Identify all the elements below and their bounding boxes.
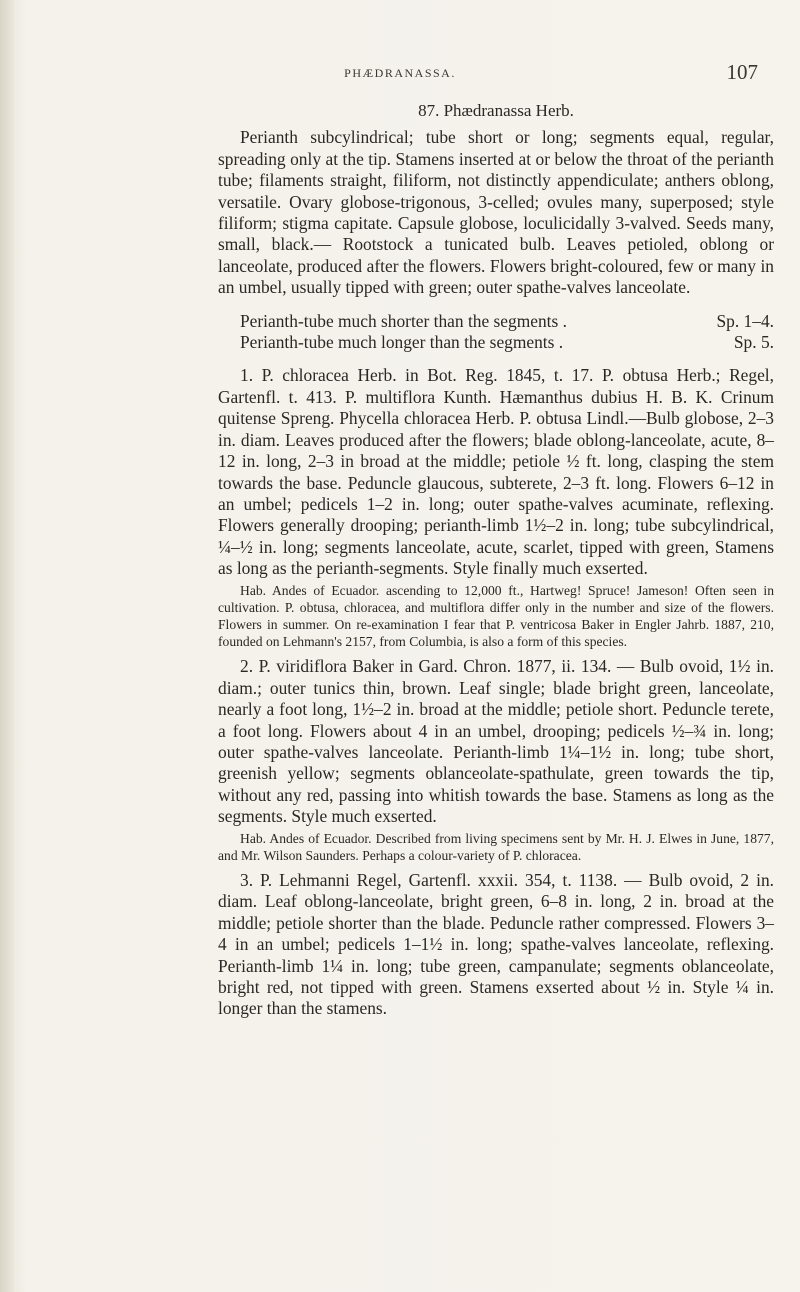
main-text [218,100,774,1020]
genus-heading: 87. Phædranassa Herb. [418,101,574,120]
key-text: Perianth-tube much longer than the segments . [240,332,564,353]
species-entry-lehmanni: 3. P. Lehmanni Regel, Gartenfl. xxxii. 354, t. 1138. — Bulb ovoid, 2 in. diam. Leaf oblong-lanceolate, bright green, 6–8 in. long, 2 in. broad at the middle; petiole shorter than the blade. Peduncle rather compressed. Flowers 3–4 in an umbel; pedicels 1–1½ in. long; spathe-valves lanceolate, reflexing. Perianth-limb 1¼ in. long; tube green, campanulate; segments oblanceolate, bright red, not tipped with green. Stamens exserted about ½ in. Style ¼ in. longer than the stamens. [218,870,774,1019]
key-row [218,311,774,332]
key-ref: Sp. 1–4. [716,310,774,331]
page-gutter [0,0,14,1292]
running-head [0,60,800,90]
genus-description: Perianth subcylindrical; tube short or long; segments equal, regular, spreading only at the tip. Stamens inserted at or below the throat of the perianth tube; filaments straight, filiform, not distinctly appendiculate; anthers oblong, versatile. Ovary globose-trigonous, 3-celled; ovules many, superposed; style filiform; stigma capitate. Capsule globose, loculicidally 3-valved. Seeds many, small, black.— Rootstock a tunicated bulb. Leaves petioled, oblong or lanceolate, produced after the flowers. Flowers bright-coloured, few or many in an umbel, usually tipped with green; outer spathe-valves lanceolate. [218,127,774,298]
page-number: 107 [726,60,758,84]
species-habitat-note: Hab. Andes of Ecuador. ascending to 12,000 ft., Hartweg! Spruce! Jameson! Often seen in cultivation. P. obtusa, chloracea, and multiflora differ only in the number and size of the flowers. Flowers in summer. On re-examination I fear that P. ventricosa Baker in Engler Jahrb. 1887, 210, founded on Lehmann's 2157, from Columbia, is also a form of this species. [218,582,774,650]
key-ref: Sp. 5. [733,332,774,353]
species-entry-chloracea: 1. P. chloracea Herb. in Bot. Reg. 1845, t. 17. P. obtusa Herb.; Regel, Gartenfl. t. 413. P. multiflora Kunth. Hæmanthus dubius H. B. K. Crinum quitense Spreng. Phycella chloracea Herb. P. obtusa Lindl.—Bulb globose, 2–3 in. diam. Leaves produced after the flowers; blade oblong-lanceolate, acute, 8–12 in. long, 2–3 in broad at the middle; petiole ½ ft. long, clasping the stem towards the base. Peduncle glaucous, subterete, 2–3 ft. long. Flowers 6–12 in an umbel; pedicels 1–2 in. long; outer spathe-valves acuminate, reflexing. Flowers generally drooping; perianth-limb 1½–2 in. long; tube subcylindrical, ¼–½ in. long; segments lanceolate, acute, scarlet, tipped with green, Stamens as long as the perianth-segments. Style finally much exserted. [218,365,774,579]
species-key [218,311,774,354]
species-entry-viridiflora: 2. P. viridiflora Baker in Gard. Chron. 1877, ii. 134. — Bulb ovoid, 1½ in. diam.; outer tunics thin, brown. Leaf single; blade bright green, lanceolate, nearly a foot long, 1½–2 in. broad at the middle; petiole short. Peduncle terete, a foot long. Flowers about 4 in an umbel, drooping; pedicels ½–¾ in. long; outer spathe-valves lanceolate. Perianth-limb 1¼–1½ in. long; tube short, greenish yellow; segments oblanceolate-spathulate, green towards the tip, without any red, passing into whitish towards the base. Stamens as long as the segments. Style much exserted. [218,656,774,827]
running-head-title: PHÆDRANASSA. [344,66,456,80]
species-habitat-note: Hab. Andes of Ecuador. Described from living specimens sent by Mr. H. J. Elwes in June, 1877, and Mr. Wilson Saunders. Perhaps a colour-variety of P. chloracea. [218,830,774,863]
key-row [218,332,774,353]
key-text: Perianth-tube much shorter than the segments . [240,310,567,331]
